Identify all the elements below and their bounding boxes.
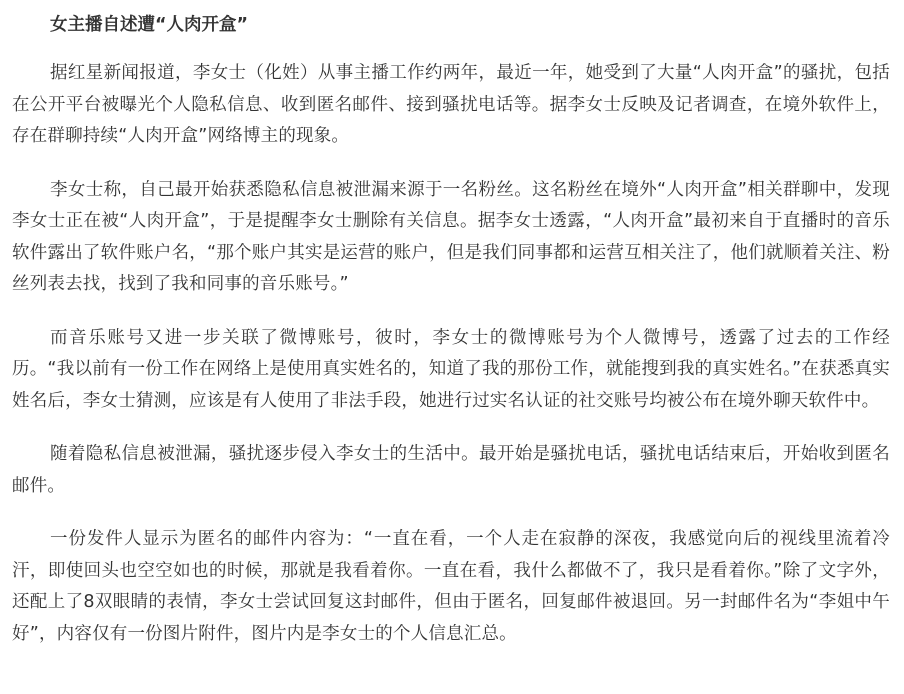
article-paragraph-1: 据红星新闻报道，李女士（化姓）从事主播工作约两年，最近一年，她受到了大量“人肉开盒”的骚扰，包括在公开平台被曝光个人隐私信息、收到匿名邮件、接到骚扰电话等。据李女士反映及记者调查，在境外软件上，存在群聊持续“人肉开盒”网络博主的现象。 xyxy=(12,63,890,146)
article-paragraph-2: 李女士称，自己最开始获悉隐私信息被泄漏来源于一名粉丝。这名粉丝在境外“人肉开盒”相关群聊中，发现李女士正在被“人肉开盒”，于是提醒李女士删除有关信息。据李女士透露，“人肉开盒”最初来自于直播时的音乐软件露出了软件账户名，“那个账户其实是运营的账户，但是我们同事都和运营互相关注了，他们就顺着关注、粉丝列表去找，找到了我和同事的音乐账号。” xyxy=(12,179,890,294)
article-title: 女主播自述遭“人肉开盒” xyxy=(50,15,249,35)
article-paragraph-3: 而音乐账号又进一步关联了微博账号，彼时，李女士的微博账号为个人微博号，透露了过去的工作经历。“我以前有一份工作在网络上是使用真实姓名的，知道了我的那份工作，就能搜到我的真实姓名。”在获悉真实姓名后，李女士猜测，应该是有人使用了非法手段，她进行过实名认证的社交账号均被公布在境外聊天软件中。 xyxy=(12,327,890,411)
article-paragraph-4: 随着隐私信息被泄漏，骚扰逐步侵入李女士的生活中。最开始是骚扰电话，骚扰电话结束后，开始收到匿名邮件。 xyxy=(12,444,890,496)
article-paragraph-5: 一份发件人显示为匿名的邮件内容为：“一直在看，一个人走在寂静的深夜，我感觉向后的视线里流着冷汗，即使回头也空空如也的时候，那就是我看着你。一直在看，我什么都做不了，我只是看着你。”除了文字外，还配上了8双眼睛的表情，李女士尝试回复这封邮件，但由于匿名，回复邮件被退回。另一封邮件名为“李姐中午好”，内容仅有一份图片附件，图片内是李女士的个人信息汇总。 xyxy=(12,529,890,644)
